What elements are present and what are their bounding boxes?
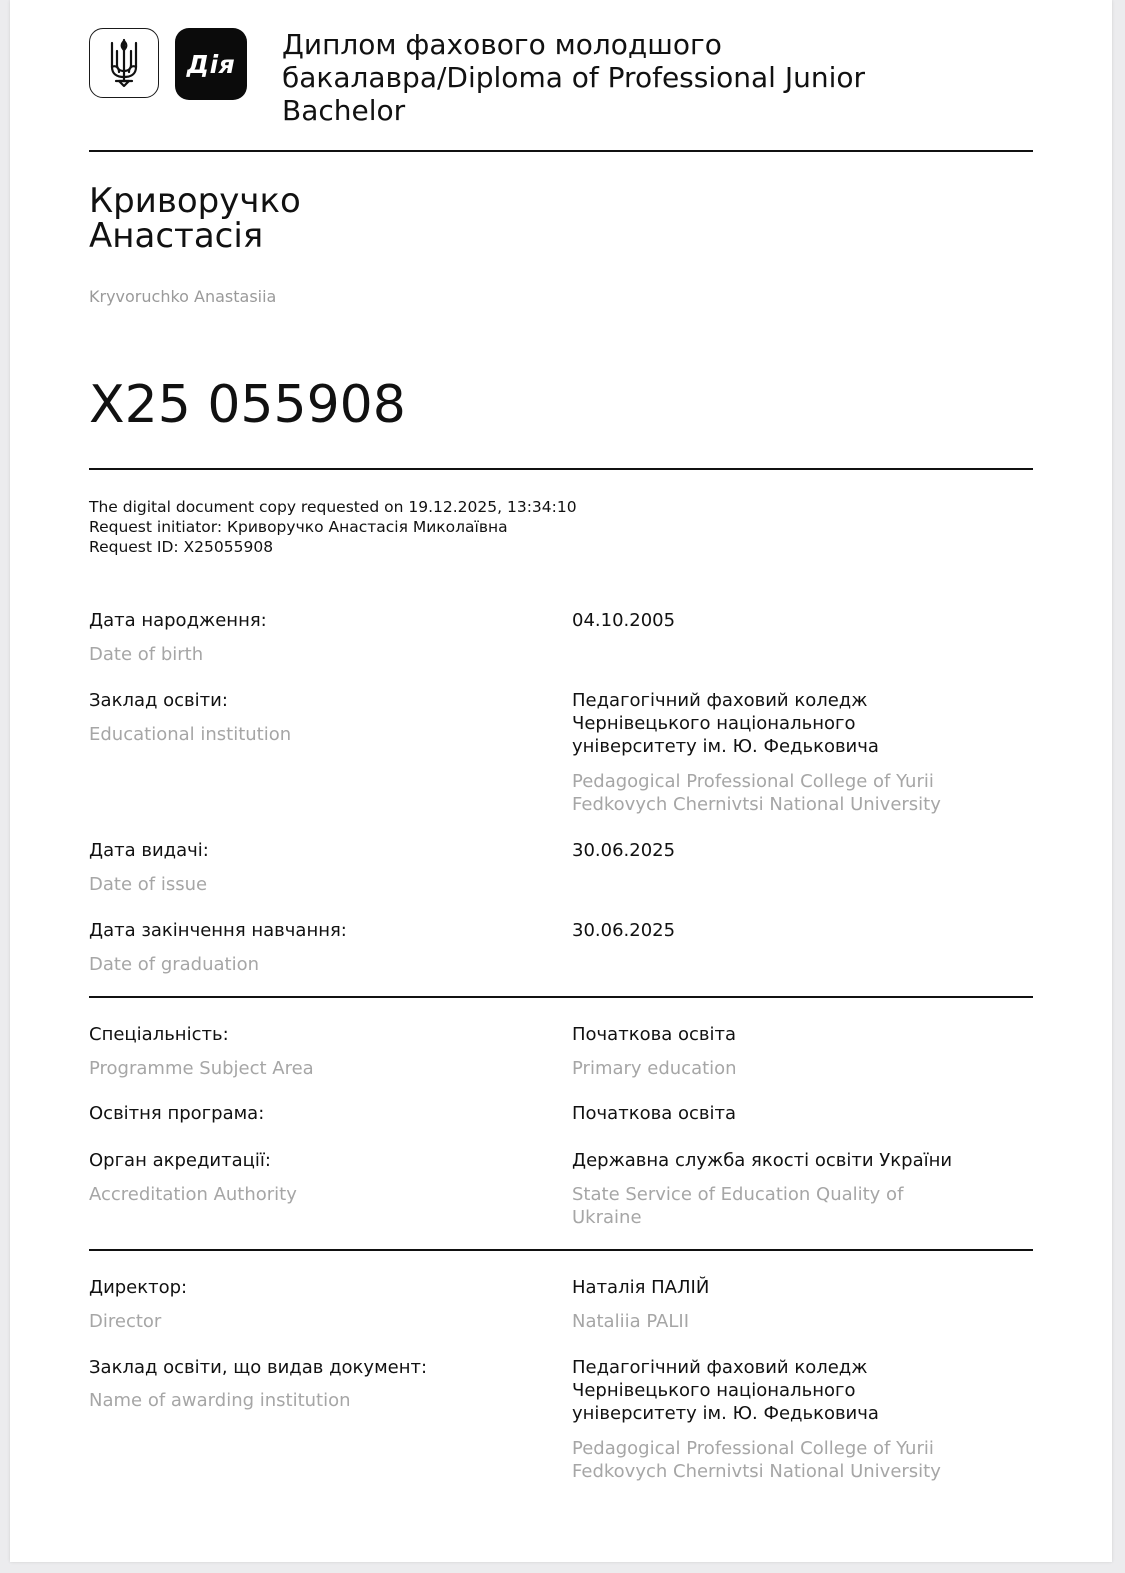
field-value-en: Pedagogical Professional College of Yurii Fedkovych Chernivtsi National University (572, 771, 941, 815)
field-label: Дата народження: (89, 610, 267, 631)
trident-icon (89, 28, 159, 98)
field-label-en: Educational institution (89, 724, 292, 745)
field-label: Заклад освіти: (89, 690, 228, 711)
field-label-en: Date of issue (89, 874, 208, 895)
field-value: 04.10.2005 (572, 610, 676, 631)
field-label: Освітня програма: (89, 1103, 265, 1124)
holder-name: Криворучко Анастасія (89, 181, 301, 256)
field-label-en: Programme Subject Area (89, 1058, 314, 1079)
document-number: X25 055908 (89, 375, 406, 435)
field-value: Наталія ПАЛІЙ (572, 1277, 710, 1298)
field-label: Орган акредитації: (89, 1150, 271, 1171)
field-label-en: Name of awarding institution (89, 1390, 351, 1411)
field-label-en: Date of birth (89, 644, 204, 665)
document-page (10, 0, 1112, 1562)
holder-name-latin: Kryvoruchko Anastasiia (89, 287, 277, 306)
diia-logo: Дія (175, 28, 247, 100)
field-value: 30.06.2025 (572, 920, 676, 941)
field-label: Дата закінчення навчання: (89, 920, 347, 941)
field-value-en: Pedagogical Professional College of Yurii Fedkovych Chernivtsi National University (572, 1438, 941, 1482)
field-value: 30.06.2025 (572, 840, 676, 861)
field-label: Директор: (89, 1277, 188, 1298)
field-value: Педагогічний фаховий коледж Чернівецького національного університету ім. Ю. Федьковича (572, 1357, 879, 1424)
field-value: Початкова освіта (572, 1103, 736, 1124)
document-title: Диплом фахового молодшого бакалавра/Diploma of Professional Junior Bachelor (282, 28, 866, 127)
field-value: Початкова освіта (572, 1024, 736, 1045)
field-value: Державна служба якості освіти України (572, 1150, 953, 1171)
field-label: Заклад освіти, що видав документ: (89, 1357, 428, 1378)
field-label-en: Director (89, 1311, 162, 1332)
divider (89, 150, 1033, 152)
field-value-en: Primary education (572, 1058, 737, 1079)
field-value-en: State Service of Education Quality of Ukraine (572, 1184, 904, 1228)
field-label-en: Accreditation Authority (89, 1184, 297, 1205)
divider (89, 1249, 1033, 1251)
divider (89, 996, 1033, 998)
field-label: Дата видачі: (89, 840, 209, 861)
field-value-en: Nataliia PALII (572, 1311, 689, 1332)
divider (89, 468, 1033, 470)
field-label-en: Date of graduation (89, 954, 260, 975)
request-info: The digital document copy requested on 19.12.2025, 13:34:10 Request initiator: Криворучко Анастасія Миколаївна Request ID: X25055908 (89, 498, 577, 556)
field-label: Спеціальність: (89, 1024, 229, 1045)
field-value: Педагогічний фаховий коледж Чернівецького національного університету ім. Ю. Федьковича (572, 690, 879, 757)
document-header (89, 26, 1033, 136)
